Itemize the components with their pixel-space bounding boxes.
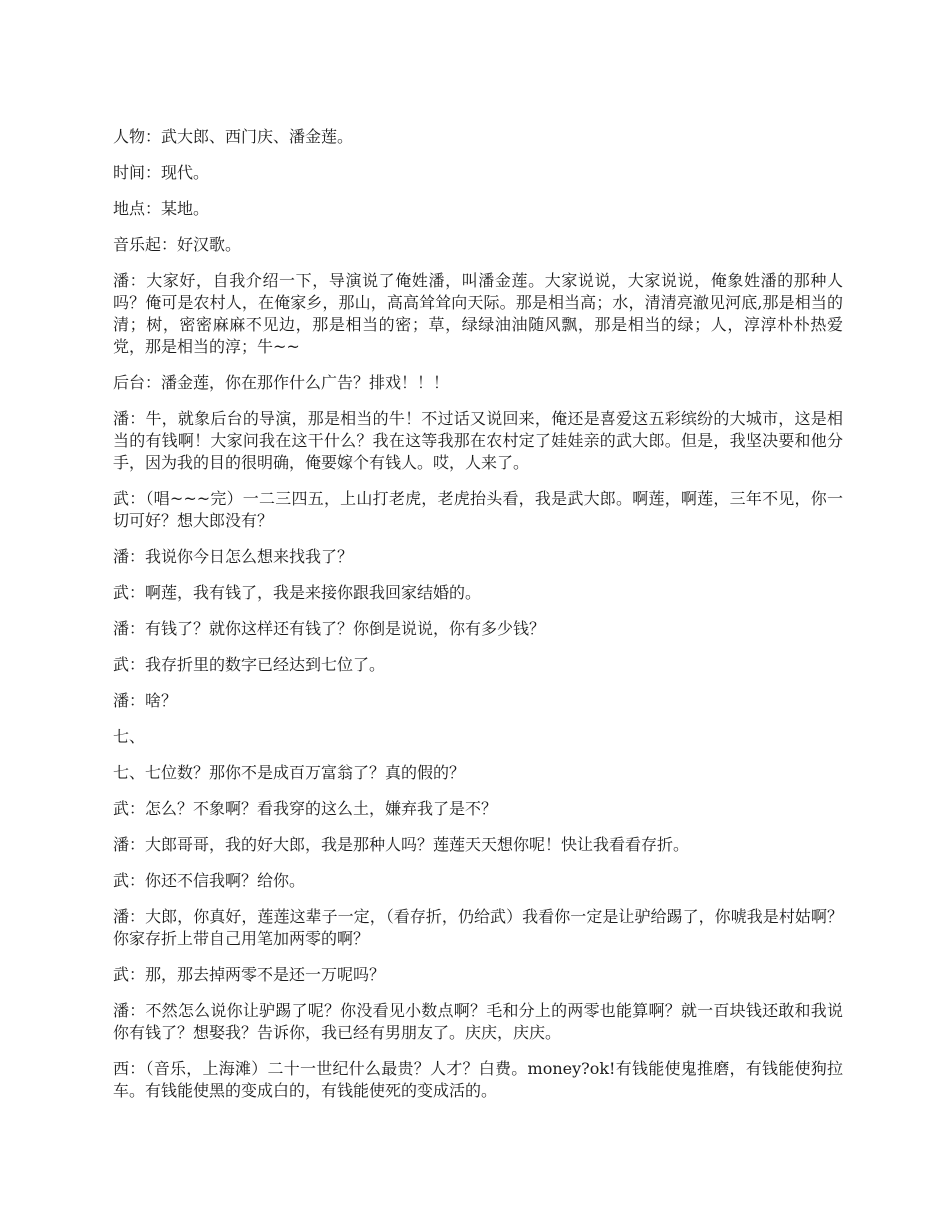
dialogue-paragraph: 潘：啥？ bbox=[113, 691, 178, 710]
cast-line: 人物：武大郎、西门庆、潘金莲。 bbox=[113, 127, 354, 146]
dialogue-paragraph: 武：（唱~~~完）一二三四五，上山打老虎，老虎抬头看，我是武大郎。啊莲，啊莲，三年不见，你一切可好？想大郎没有？ bbox=[113, 489, 843, 530]
music-line: 音乐起：好汉歌。 bbox=[113, 235, 242, 254]
dialogue-paragraph: 潘：有钱了？就你这样还有钱了？你倒是说说，你有多少钱？ bbox=[113, 619, 546, 638]
dialogue-paragraph: 武：啊莲，我有钱了，我是来接你跟我回家结婚的。 bbox=[113, 583, 482, 602]
dialogue-paragraph: 潘：牛，就象后台的导演，那是相当的牛！不过话又说回来，俺还是喜爱这五彩缤纷的大城市，这是相当的有钱啊！大家问我在这干什么？我在这等我那在农村定了娃娃亲的武大郎。但是，我坚决要和他分手，因为我的目的很明确，俺要嫁个有钱人。哎，人来了。 bbox=[113, 409, 843, 472]
dialogue-paragraph: 后台：潘金莲，你在那作什么广告？排戏！！！ bbox=[113, 373, 450, 392]
dialogue-paragraph: 武：怎么？不象啊？看我穿的这么土，嫌弃我了是不？ bbox=[113, 799, 498, 818]
document-body bbox=[113, 126, 843, 1116]
dialogue-paragraph: 潘：大家好，自我介绍一下，导演说了俺姓潘，叫潘金莲。大家说说，大家说说，俺象姓潘的那种人吗？俺可是农村人，在俺家乡，那山，高高耸耸向天际。那是相当高；水，清清亮澈见河底,那是相当的清；树，密密麻麻不见边，那是相当的密；草，绿绿油油随风飘，那是相当的绿；人，淳淳朴朴热爱党，那是相当的淳；牛~~ bbox=[113, 271, 843, 356]
dialogue-paragraph: 七、 bbox=[113, 727, 146, 746]
dialogue-paragraph: 潘：不然怎么说你让驴踢了呢？你没看见小数点啊？毛和分上的两零也能算啊？就一百块钱还敢和我说你有钱了？想娶我？告诉你，我已经有男朋友了。庆庆，庆庆。 bbox=[113, 1001, 843, 1042]
dialogue-paragraph: 潘：大郎，你真好，莲莲这辈子一定，（看存折，仍给武）我看你一定是让驴给踢了，你唬我是村姑啊？你家存折上带自己用笔加两零的啊？ bbox=[113, 907, 843, 948]
dialogue-paragraph: 潘：大郎哥哥，我的好大郎，我是那种人吗？莲莲天天想你呢！快让我看看存折。 bbox=[113, 835, 690, 854]
dialogue-paragraph: 七、七位数？那你不是成百万富翁了？真的假的？ bbox=[113, 763, 466, 782]
dialogue-paragraph: 西：（音乐，上海滩）二十一世纪什么最贵？人才？白费。money?ok!有钱能使鬼推磨，有钱能使狗拉车。有钱能使黑的变成白的，有钱能使死的变成活的。 bbox=[113, 1059, 843, 1100]
dialogue-paragraph: 武：我存折里的数字已经达到七位了。 bbox=[113, 655, 386, 674]
time-line: 时间：现代。 bbox=[113, 163, 210, 182]
place-line: 地点：某地。 bbox=[113, 199, 210, 218]
dialogue-paragraph: 武：那，那去掉两零不是还一万呢吗？ bbox=[113, 965, 386, 984]
dialogue-paragraph: 潘：我说你今日怎么想来找我了？ bbox=[113, 547, 354, 566]
dialogue-paragraph: 武：你还不信我啊？给你。 bbox=[113, 871, 306, 890]
